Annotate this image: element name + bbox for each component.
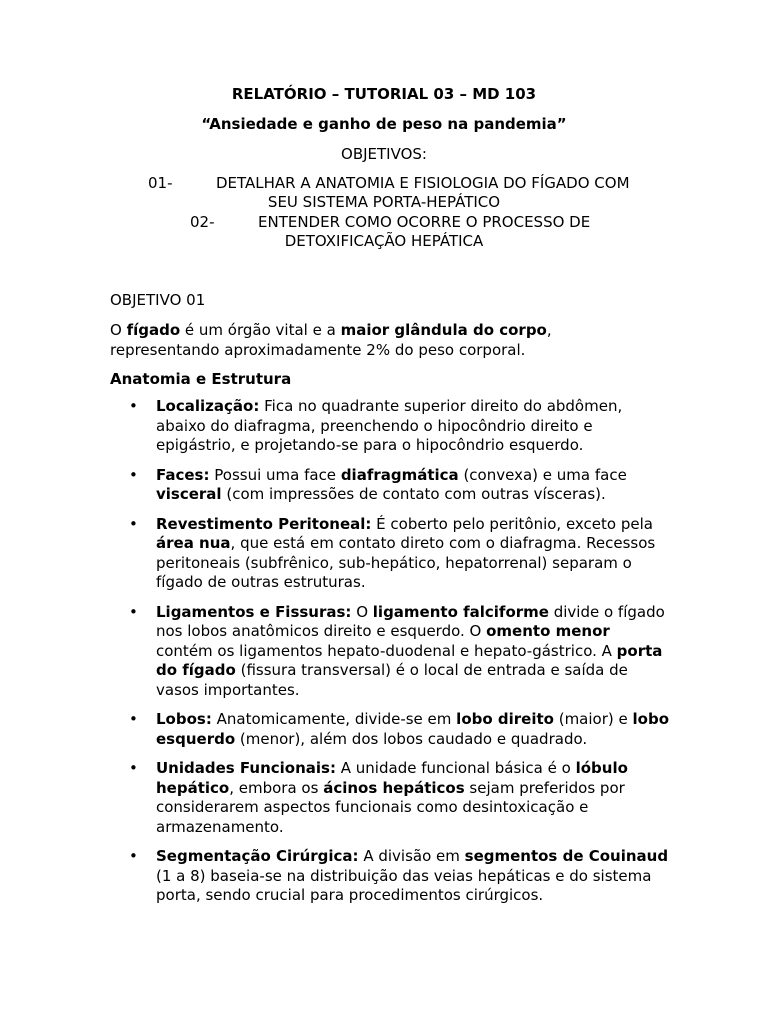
bullet-text: Anatomicamente, divide-se em xyxy=(211,710,457,728)
report-title: RELATÓRIO – TUTORIAL 03 – MD 103 xyxy=(231,85,537,103)
bullet-text: É coberto pelo peritônio, exceto pela xyxy=(371,514,653,533)
bullet-dot-icon: • xyxy=(129,397,138,415)
bullet-bold-text: visceral xyxy=(156,485,222,503)
bullet-bold-text: lóbulo hepático xyxy=(156,759,628,797)
list-item xyxy=(110,710,670,749)
list-item xyxy=(110,466,670,505)
bullet-bold-text: ácinos hepáticos xyxy=(323,778,465,797)
intro-bold-liver: fígado xyxy=(126,321,181,339)
bullet-text: Possui uma face xyxy=(209,465,341,484)
bullet-bold-text: segmentos de Couinaud xyxy=(464,847,669,865)
bullet-text: contém os ligamentos hepato-duodenal e hepato-gástrico. A xyxy=(156,641,617,660)
bullet-text: , embora os xyxy=(229,778,324,797)
bullet-bold-text: porta do fígado xyxy=(156,641,663,679)
bullet-bold-text: área nua xyxy=(156,534,231,552)
report-subtitle: “Ansiedade e ganho de peso na pandemia” xyxy=(201,115,567,133)
intro-text-3: , xyxy=(546,321,552,339)
bullet-bold-text: Revestimento Peritoneal: xyxy=(156,514,372,533)
bullet-bold-text: Localização: xyxy=(156,397,260,415)
section-heading: OBJETIVO 01 xyxy=(110,291,206,309)
bullet-bold-text: lobo esquerdo xyxy=(156,710,670,748)
objective-2-line2: DETOXIFICAÇÃO HEPÁTICA xyxy=(284,232,484,250)
bullet-bold-text: Faces: xyxy=(156,465,210,484)
intro-text-1: O xyxy=(110,321,127,339)
subheading-anatomy: Anatomia e Estrutura xyxy=(110,370,292,388)
bullet-bold-text: Ligamentos e Fissuras: xyxy=(156,602,352,621)
bullet-dot-icon: • xyxy=(129,847,138,865)
bullet-text: (menor), além dos lobos caudado e quadrado. xyxy=(235,729,588,748)
bullet-bold-text: Unidades Funcionais: xyxy=(156,759,336,777)
objective-1-number: 01- xyxy=(148,174,173,192)
objective-2-number: 02- xyxy=(190,213,215,231)
bullet-dot-icon: • xyxy=(129,710,138,728)
bullet-text: (convexa) e uma face xyxy=(458,465,627,484)
intro-text-4: representando aproximadamente 2% do peso corporal. xyxy=(110,340,526,359)
bullet-text: A unidade funcional básica é o xyxy=(336,759,576,777)
bullet-text: (maior) e xyxy=(553,710,633,728)
intro-paragraph xyxy=(110,321,670,360)
bullet-text: Fica no quadrante superior direito do abdômen, abaixo do diafragma, preenchendo o hipocôndrio direito e epigástrio, e projetando-se para o hipocôndrio esquerdo. xyxy=(156,397,623,454)
bullet-text: O xyxy=(351,602,373,621)
bullet-text: , que está em contato direto com o diafragma. Recessos peritoneais (subfrênico, sub-hepático, hepatorrenal) separam o fígado de outras estruturas. xyxy=(156,534,656,591)
bullet-list xyxy=(110,397,670,916)
bullet-text: (1 a 8) baseia-se na distribuição das veias hepáticas e do sistema porta, sendo crucial para procedimentos cirúrgicos. xyxy=(156,866,652,904)
bullet-dot-icon: • xyxy=(129,602,138,621)
bullet-dot-icon: • xyxy=(129,465,138,484)
list-item xyxy=(110,397,670,456)
bullet-bold-text: diafragmática xyxy=(340,465,459,484)
bullet-bold-text: ligamento falciforme xyxy=(372,602,549,621)
bullet-text: (com impressões de contato com outras vísceras). xyxy=(221,485,606,503)
bullet-bold-text: omento menor xyxy=(486,622,610,640)
bullet-dot-icon: • xyxy=(129,759,138,777)
list-item xyxy=(110,759,670,837)
intro-bold-gland: maior glândula do corpo xyxy=(340,321,547,339)
bullet-text: A divisão em xyxy=(358,847,465,865)
objective-1-line1: DETALHAR A ANATOMIA E FISIOLOGIA DO FÍGADO COM xyxy=(216,174,630,192)
objective-1-line2: SEU SISTEMA PORTA-HEPÁTICO xyxy=(267,193,501,211)
intro-text-2: é um órgão vital e a xyxy=(180,321,341,339)
list-item xyxy=(110,603,670,701)
bullet-bold-text: Lobos: xyxy=(156,710,212,728)
bullet-bold-text: lobo direito xyxy=(456,710,554,728)
list-item xyxy=(110,515,670,593)
bullet-bold-text: Segmentação Cirúrgica: xyxy=(156,847,359,865)
objective-2-line1: ENTENDER COMO OCORRE O PROCESSO DE xyxy=(258,213,591,231)
bullet-text: (fissura transversal) é o local de entrada e saída de vasos importantes. xyxy=(156,661,628,699)
list-item xyxy=(110,847,670,906)
bullet-text: divide o fígado nos lobos anatômicos direito e esquerdo. O xyxy=(156,602,665,640)
bullet-dot-icon: • xyxy=(129,514,138,533)
objectives-label: OBJETIVOS: xyxy=(341,145,427,163)
bullet-text: sejam preferidos por considerarem aspectos funcionais como desintoxicação e armazenamento. xyxy=(156,778,625,836)
